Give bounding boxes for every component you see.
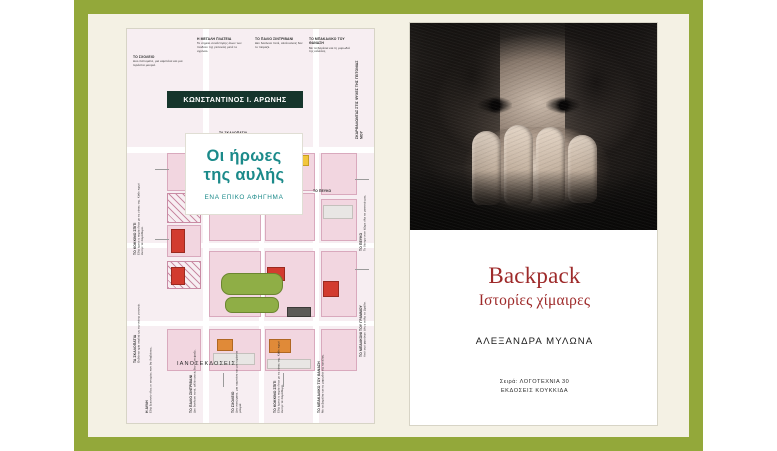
map-landmark-red: [323, 281, 339, 297]
left-cover-author-band: ΚΩΝΣΤΑΝΤΙΝΟΣ Ι. ΑΡΩΝΗΣ: [167, 91, 303, 108]
map-caption-vertical: ΤΟ ΚΟΚΚΙΝΟ ΣΠΙΤΙ Εδώ έμενε η κυρία Λένα με τις γάτες της. Κάθε πρωί άνοιγε τα παράθυρα.: [133, 183, 144, 255]
map-leader-line: [155, 169, 169, 170]
left-cover-subtitle: ΕΝΑ ΕΠΙΚΟ ΑΦΗΓΗΜΑ: [204, 194, 284, 202]
right-cover-publisher: ΕΚΔΟΣΕΙΣ ΚΟΥΚΚΙΔΑ: [500, 387, 569, 394]
right-cover-series: [410, 378, 658, 395]
map-caption: ΤΟ ΠΑΛΙΟ ΣΙΝΤΡΙΒΑΝΙ Δεν δούλευε ποτέ, αλλά κανείς δεν το πείραζε.: [255, 37, 303, 49]
map-caption: ΤΟ ΣΧΟΛΕΙΟ Δυο πατώματα, μια καμπάνα και μια τεράστια μουριά.: [133, 55, 183, 67]
right-cover-title: Backpack: [488, 263, 581, 288]
book-cover-right[interactable]: [409, 22, 658, 426]
map-caption-vertical: ΤΟ ΠΕΥΚΟ Το δέντρο που ήξερε όλα τα μυστικά μας.: [359, 194, 367, 251]
right-cover-subtitle: Ιστορίες χίμαιρες: [478, 292, 591, 309]
map-caption-vertical: ΤΑ ΣΚΑΛΟΠΑΤΙΑ Ογδόντα τρία σκαλιά ως την πάνω γειτονιά.: [133, 303, 141, 363]
map-landmark-dark: [287, 307, 311, 317]
map-park-green: [225, 297, 279, 313]
cover-photo-charcoal-portrait: [410, 23, 658, 230]
right-cover-series-line1: Σειρά: ΛΟΓΟΤΕΧΝΙΑ 30: [499, 379, 570, 386]
map-leader-line: [223, 373, 224, 387]
map-leader-line: [355, 269, 369, 270]
map-park-green: [221, 273, 283, 295]
left-cover-publisher: ΙΑΝΟΣΕΚΔΟΣΕΙΣ: [177, 361, 237, 367]
left-cover-title-box: [185, 133, 303, 215]
right-cover-author: ΑΛΕΞΑΝΔΡΑ ΜΥΛΩΝΑ: [475, 336, 594, 347]
map-illustration: [127, 29, 374, 423]
map-road-h3: [127, 321, 375, 326]
map-road-h2: [127, 243, 375, 248]
map-caption: ΤΟ ΜΠΑΚΑΛΙΚΟ ΤΟΥ ΘΑΝΑΣΗ Με τα βαρέλια και τη μυρωδιά της κανέλας.: [309, 37, 350, 54]
photo-grain-texture: [410, 23, 658, 230]
map-caption: ΤΟ ΠΕΥΚΟ: [313, 189, 332, 193]
map-leader-line: [155, 239, 169, 240]
map-caption: Η ΜΕΓΑΛΗ ΠΛΑΤΕΙΑ Το σημείο συνάντησης όλων των παιδιών της γειτονιάς μετά το σχολείο.: [197, 37, 242, 53]
map-caption-vertical: ΤΟ ΠΑΛΙΟ ΣΙΝΤΡΙΒΑΝΙ Δεν δούλευε ποτέ, αλλά κανείς δεν το πείραζε.: [189, 349, 197, 413]
book-cover-left[interactable]: [126, 28, 375, 424]
map-landmark-red: [171, 229, 185, 253]
map-caption-vertical: ΤΟ ΜΠΑΛΚΟΝΙ ΤΟΥ ΓΡΑΜΜΟΥ Από εκεί φαινόταν όλη η πόλη το βράδυ.: [359, 301, 367, 357]
map-caption-vertical: Η ΑΥΛΗ Εδώ ξεκινούν όλες οι ιστορίες που θα διαβάσεις.: [145, 346, 153, 413]
map-caption-vertical-title: ΣΚΑΡΦΑΛΩΝΤΑΣ ΣΤΙΣ ΨΥΧΕΣ ΤΗΣ ΓΕΙΤΟΝΙΑΣ ΜΟΥ: [355, 60, 364, 139]
map-caption-vertical: ΤΟ ΣΧΟΛΕΙΟ Δυο πατώματα, μια καμπάνα και μια τεράστια μουριά.: [231, 350, 242, 413]
map-caption-vertical: ΤΟ ΚΟΚΚΙΝΟ ΣΠΙΤΙ Εδώ έμενε η κυρία Λένα με τις γάτες της. Κάθε πρωί άνοιγε τα παράθυρα.: [273, 341, 284, 413]
map-landmark-red: [171, 267, 185, 285]
map-landmark-grey: [323, 205, 353, 219]
right-cover-text-block: [410, 230, 658, 426]
map-caption-vertical: ΤΟ ΜΠΑΚΑΛΙΚΟ ΤΟΥ ΘΑΝΑΣΗ Με τα βαρέλια και τη μυρωδιά της κανέλας.: [317, 354, 325, 413]
left-cover-title-line2: της αυλής: [203, 166, 285, 184]
left-cover-title-line1: Οι ήρωες: [206, 146, 282, 165]
map-block: [321, 329, 357, 371]
